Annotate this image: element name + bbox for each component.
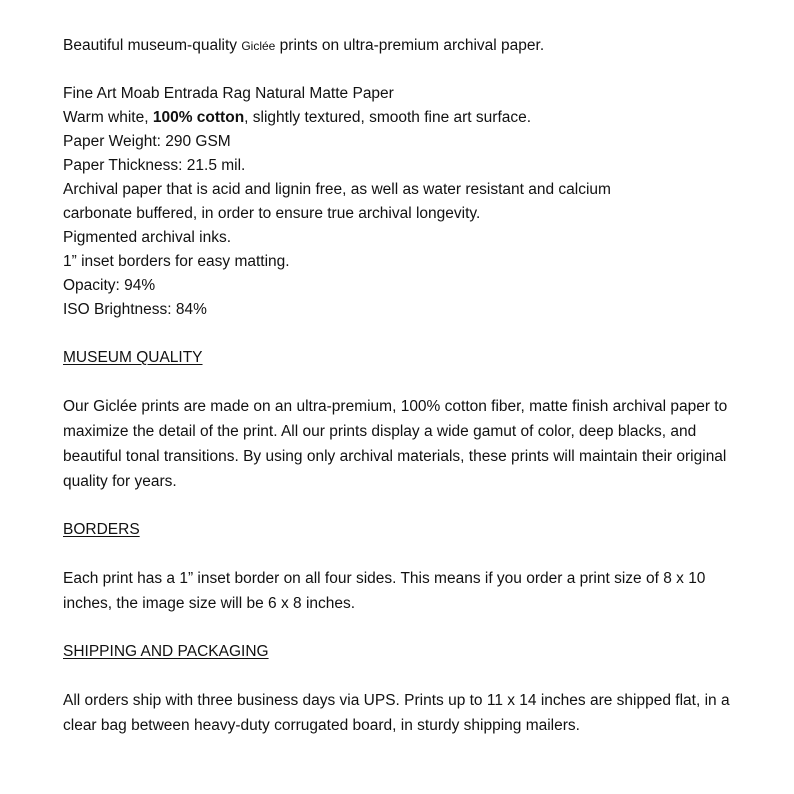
shipping-heading: SHIPPING AND PACKAGING <box>63 643 269 660</box>
paper-thickness: Paper Thickness: 21.5 mil. <box>63 157 246 174</box>
intro-text-1: Beautiful museum-quality <box>63 37 242 54</box>
borders-body: Each print has a 1” inset border on all four sides. This means if you order a print size of 8 x 10 inches, the image size will be 6 x 8 inches. <box>63 570 706 612</box>
museum-quality-body: Our Giclée prints are made on an ultra-premium, 100% cotton fiber, matte finish archival paper to maximize the detail of the print. All our prints display a wide gamut of color, deep blacks, and beautiful tonal transitions. By using only archival materials, these prints will maintain their original quality for years. <box>63 398 728 490</box>
spacer <box>63 542 778 566</box>
museum-quality-heading: MUSEUM QUALITY <box>63 349 203 366</box>
paper-weight: Paper Weight: 290 GSM <box>63 133 231 150</box>
spacer <box>63 322 778 346</box>
shipping-body: All orders ship with three business days via UPS. Prints up to 11 x 14 inches are shipped flat, in a clear bag between heavy-duty corrugated board, in sturdy shipping mailers. <box>63 692 730 734</box>
spacer <box>63 58 778 82</box>
paper-color-line <box>63 106 778 130</box>
borders-heading: BORDERS <box>63 521 140 538</box>
borders-line: 1” inset borders for easy matting. <box>63 253 290 270</box>
intro-text-2: prints on ultra-premium archival paper. <box>275 37 545 54</box>
spacer <box>63 616 778 640</box>
archival-line-1: Archival paper that is acid and lignin free, as well as water resistant and calcium <box>63 181 611 198</box>
spacer <box>63 494 778 518</box>
inks-line: Pigmented archival inks. <box>63 229 231 246</box>
archival-line-2: carbonate buffered, in order to ensure true archival longevity. <box>63 205 481 222</box>
intro-line <box>63 34 778 58</box>
spacer <box>63 370 778 394</box>
paper-color-bold: 100% cotton <box>152 109 245 126</box>
paper-color-prefix: Warm white, <box>63 109 153 126</box>
spacer <box>63 664 778 688</box>
brightness-line: ISO Brightness: 84% <box>63 301 207 318</box>
intro-giclee: Giclée <box>241 39 276 53</box>
paper-color-suffix: , slightly textured, smooth fine art surface. <box>244 109 532 126</box>
opacity-line: Opacity: 94% <box>63 277 156 294</box>
paper-name: Fine Art Moab Entrada Rag Natural Matte Paper <box>63 85 394 102</box>
document-page <box>63 34 778 738</box>
